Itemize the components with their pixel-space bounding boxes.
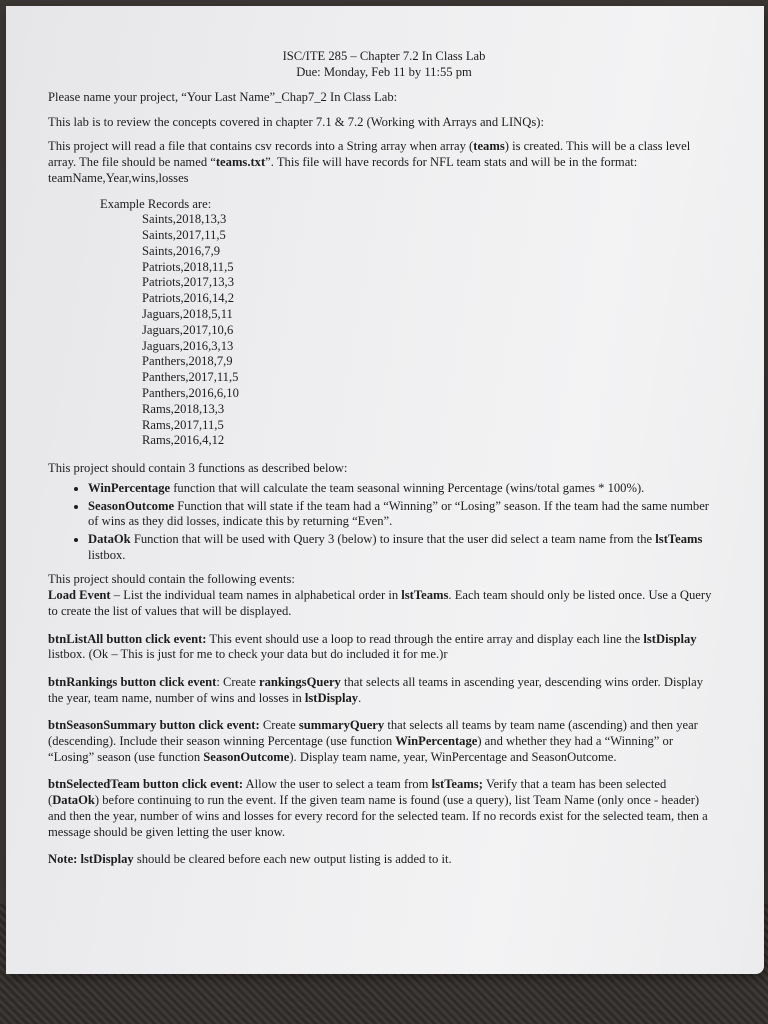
- event-text: : Create: [216, 674, 259, 689]
- function-name: SeasonOutcome: [88, 498, 175, 513]
- functions-intro: This project should contain 3 functions as described below:: [48, 461, 348, 476]
- event-text: Verify that a team has been selected (: [48, 777, 667, 808]
- event-term: lstDisplay: [643, 631, 697, 646]
- desc-filename: teams.txt: [215, 155, 266, 170]
- function-description: Function that will state if the team had a “Winning” or “Losing” season. If the team had the same number of wins as they did losses, indicate this by returning “Even”.: [88, 498, 709, 529]
- function-description: function that will calculate the team seasonal winning Percentage (wins/total games * 100%).: [170, 480, 645, 495]
- course-title: ISC/ITE 285 – Chapter 7.2 In Class Lab: [282, 49, 486, 63]
- function-description-end: listbox.: [88, 547, 126, 562]
- desc-text-1: This project will read a file that contains csv records into a String array when array (: [48, 139, 474, 154]
- note-text: should be cleared before each new output listing is added to it.: [133, 852, 452, 867]
- event-term: rankingsQuery: [258, 674, 341, 689]
- desc-text-3: ”. This file will have records for NFL team stats and will be in the format: teamName,Year,wins,losses: [48, 155, 638, 185]
- event-text: listbox. (Ok – This is just for me to check your data but do included it for me.)r: [48, 647, 448, 662]
- event-seasonsummary: [48, 718, 720, 765]
- record-line: Saints,2016,7,9: [142, 243, 221, 258]
- record-list: [142, 212, 720, 449]
- event-title: btnSeasonSummary button click event:: [48, 718, 260, 733]
- event-text: Allow the user to select a team from: [243, 777, 432, 792]
- record-line: Rams,2018,13,3: [142, 401, 225, 416]
- event-text: .: [358, 690, 362, 705]
- record-line: Rams,2016,4,12: [142, 433, 225, 448]
- function-name: DataOk: [88, 531, 131, 546]
- event-text: This event should use a loop to read through the entire array and display each line the: [206, 631, 644, 646]
- event-title: Load Event: [48, 588, 111, 603]
- note: [48, 852, 720, 868]
- functions-list: [48, 481, 720, 564]
- event-text: that selects all teams in ascending year, descending wins order. Display the year, team name, number of wins and losses in: [48, 674, 704, 705]
- project-name-instruction: Please name your project, “Your Last Name”_Chap7_2 In Class Lab:: [48, 90, 398, 104]
- event-term: SeasonOutcome: [203, 749, 290, 764]
- function-item-dataok: [88, 532, 720, 563]
- paper-sheet: [6, 6, 764, 974]
- record-line: Jaguars,2017,10,6: [142, 322, 234, 337]
- event-title: btnListAll button click event:: [48, 631, 207, 646]
- record-line: Jaguars,2016,3,13: [142, 338, 234, 353]
- event-load: [48, 588, 720, 619]
- record-line: Saints,2018,13,3: [142, 212, 227, 227]
- event-rankings: [48, 675, 720, 706]
- function-description: Function that will be used with Query 3 (below) to insure that the user did select a team name from the: [130, 531, 656, 546]
- note-label: Note: lstDisplay: [48, 852, 134, 867]
- due-date: Due: Monday, Feb 11 by 11:55 pm: [296, 65, 472, 79]
- document-header: [48, 48, 720, 80]
- event-text: ) before continuing to run the event. If the given team name is found (use a query), list Team Name (only once - header) and then the year, number of wins and losses for every record for the selected team. If no records exist for the selected team, then a message should be given letting the user know.: [48, 793, 708, 839]
- event-selectedteam: [48, 777, 720, 840]
- event-term: DataOk: [52, 793, 95, 808]
- event-title: btnRankings button click event: [48, 674, 217, 689]
- desc-text-2: ) is created. This will be a class level array. The file should be named “: [48, 139, 691, 170]
- example-records-label: Example Records are:: [100, 196, 212, 211]
- event-text: ). Display team name, year, WinPercentage and SeasonOutcome.: [289, 749, 617, 764]
- record-line: Rams,2017,11,5: [142, 417, 224, 432]
- event-term: lstDisplay: [304, 690, 359, 705]
- record-line: Patriots,2017,13,3: [142, 275, 235, 290]
- desc-teams-term: teams: [473, 139, 505, 154]
- function-item-winpercentage: [88, 481, 720, 497]
- event-text: – List the individual team names in alphabetical order in: [110, 588, 402, 603]
- function-name: WinPercentage: [88, 480, 171, 495]
- events-intro: This project should contain the following events:: [48, 572, 295, 587]
- event-text: that selects all teams by team name (ascending) and then year (descending). Include their season winning Percentage (use function: [48, 718, 698, 749]
- example-records: [100, 197, 720, 450]
- record-line: Panthers,2016,6,10: [142, 385, 239, 400]
- event-text: ) and whether they had a “Winning” or “Losing” season (use function: [48, 734, 674, 764]
- event-term: lstTeams: [401, 588, 449, 603]
- lab-review-line: This lab is to review the concepts covered in chapter 7.1 & 7.2 (Working with Arrays and LINQs):: [48, 114, 544, 129]
- listbox-name: lstTeams: [655, 531, 703, 546]
- record-line: Jaguars,2018,5,11: [142, 307, 233, 321]
- event-term: WinPercentage: [395, 734, 478, 749]
- event-text: . Each team should only be listed once. Use a Query to create the list of values that will be displayed.: [48, 588, 712, 618]
- event-term: lstTeams;: [431, 777, 483, 792]
- function-item-seasonoutcome: [88, 499, 720, 530]
- project-description: [48, 139, 720, 186]
- record-line: Patriots,2016,14,2: [142, 291, 235, 306]
- document-body: [48, 48, 720, 868]
- event-text: Create: [259, 718, 299, 733]
- record-line: Patriots,2018,11,5: [142, 259, 234, 274]
- event-term: summaryQuery: [298, 718, 385, 733]
- record-line: Panthers,2018,7,9: [142, 354, 233, 369]
- event-title: btnSelectedTeam button click event:: [48, 777, 244, 792]
- event-listall: [48, 632, 720, 663]
- record-line: Panthers,2017,11,5: [142, 370, 239, 385]
- record-line: Saints,2017,11,5: [142, 228, 226, 243]
